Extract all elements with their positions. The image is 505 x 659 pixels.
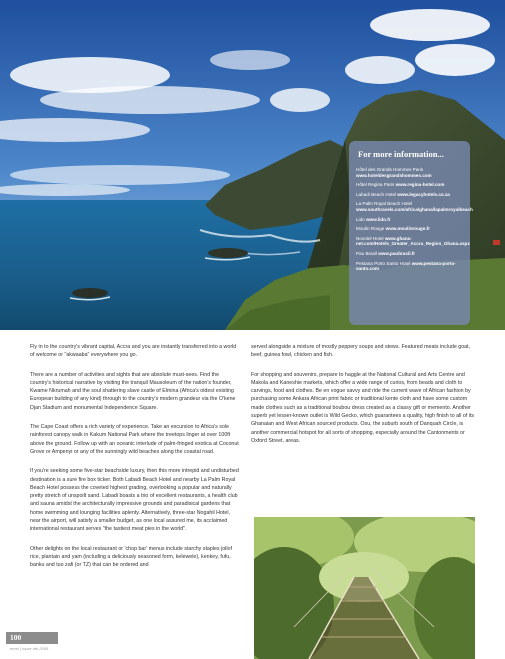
info-entry	[356, 251, 463, 257]
canopy-walk-photo	[254, 517, 475, 659]
info-entry-url[interactable]: www.moulinrouge.fr	[385, 226, 430, 232]
article-paragraph: The Cape Coast offers a rich variety of experience. Take an excursion to Africa's sole rainforest canopy walk in Kakum National Park where the treetops linger at over 100ft above the ground. Follow up with an oceanic interlude of palm-fringed exotica at Coconut Grove or Ampenyi or any of the sunningly wild beaches along the coastal road.	[30, 424, 239, 455]
info-entry-name: Moulin Rouge	[356, 226, 385, 232]
info-entry-name: La Palm Royal Beach Hotel	[356, 201, 413, 207]
info-entry-url[interactable]: www.paubrasil.fr	[378, 250, 416, 256]
info-entry-name: Hôtel des Grands Hommes Paris	[356, 167, 424, 172]
info-entry-url[interactable]: www.southravels.com/africa/ghana/lapalmroyalbeach	[356, 206, 473, 212]
canopy-bridge-image	[254, 517, 475, 659]
info-entry	[356, 217, 463, 223]
article-left-column	[30, 343, 240, 581]
article-paragraph: If you're seeking some five-star beachside luxury, then this more intrepid and undisturbed destination is a sure fire box ticker. Both Labadi Beach Hotel and nearby La Palm Royal Beach Hotel possess the coveted highest grading, overlooking a popular and naturally pretty stretch of unspoilt sand. Labadi boasts a trio of excellent restaurants, a health club and sauna amidst the architecturally impressive grounds and paradisical gardens that home swimming and lounging facilities aplenty. Alternatively, three-star Nogahil Hotel, near the airport, will satisfy a smaller budget, as one local assured me, its acclaimed international restaurant serves "the tastiest meat pies in the world".	[30, 468, 239, 533]
info-entry	[356, 235, 470, 247]
info-entry-url[interactable]: www.ghana-net.com/Hotels_Greater_Accra_Region_Ghana.aspx	[356, 235, 470, 247]
info-box	[349, 141, 473, 325]
article-paragraph: There are a number of activities and sights that are absolute must-sees. Find the country's historical narrative by visiting the tranquil Mausoleum of the nation's founder, Kwame Nkrumah and the soul shattering slave castle of Elmina (Africa's oldest existing European building of any kind) through to the country's modern grandeur via the O'kene Djan Stadium and monumental Independence Square.	[30, 371, 236, 411]
info-entry	[356, 201, 473, 212]
info-entry-name: Labadi Beach Hotel	[356, 191, 397, 197]
info-entry	[356, 192, 463, 198]
article-paragraph: Fly in to the country's vibrant capital, Accra and you are instantly transferred into a world of welcome or "akwaaba" everywhere you go.	[30, 344, 237, 359]
article-paragraph: Other delights on the local restaurant or 'chop bar' menus include starchy staples jollof rice, plantain and yam (including a deliciously seasoned form, kelewele), kenkey, fufu, banku and tuo zafi (or TZ) that can be ordered and	[30, 545, 232, 569]
info-entry-name: Hôtel Regina Paris	[356, 182, 395, 188]
info-entry-name: Lido	[356, 216, 365, 222]
page-number: 100	[6, 632, 58, 644]
article-paragraph: served alongside a mixture of mostly peppery soups and stews. Featured meats include goat, beef, guinea fowl, chicken and fish.	[251, 344, 471, 359]
info-entry-url[interactable]: www.regina-hotel.com	[395, 182, 445, 188]
info-entry-url[interactable]: www.pestana-porto-santo.com	[356, 260, 456, 272]
info-entry	[356, 261, 463, 272]
info-entry-url[interactable]: www.legacyhotels.co.za	[397, 191, 450, 197]
info-entry-name: Novotel Hotel	[356, 235, 384, 241]
info-entry	[356, 167, 463, 178]
page-footer: enrol | issue nth 2009	[10, 646, 49, 651]
info-box-title: For more information...	[358, 149, 444, 159]
info-entry-url[interactable]: www.hoteldesgrandshommes.com	[356, 172, 432, 178]
article-right-column	[251, 343, 477, 456]
article-paragraph: For shopping and souvenirs, prepare to haggle at the National Cultural and Arts Centre and Makola and Kaneshie markets, which offer a wide range of curios, from beads and cloth to carvings, food and clothes. Be en vogue savvy and ride the current wave of African fashion by purchasing some Ankara African print fabric or traditional kente cloth and have some custom made clothes such as a traditional boubou dress created as a classy gift or memento. Another superb yet lesser-known outlet is Wild Gecko, which guarantees a quality, high finish to all of its Ghanaian and West African sourced products. Osu, the suburb south of Danquah Circle, is another commercial hotspot for all sorts of shopping, especially around the Cantonments or Oxford Street, areas.	[251, 371, 475, 444]
info-box-entries	[356, 167, 473, 272]
info-entry	[356, 226, 463, 232]
info-entry-name: Pau Brasil	[356, 250, 377, 256]
info-entry-name: Pestana Porto Santo Hotel	[356, 260, 411, 266]
info-entry-url[interactable]: www.lido.fr	[365, 216, 391, 222]
info-entry	[356, 182, 463, 188]
